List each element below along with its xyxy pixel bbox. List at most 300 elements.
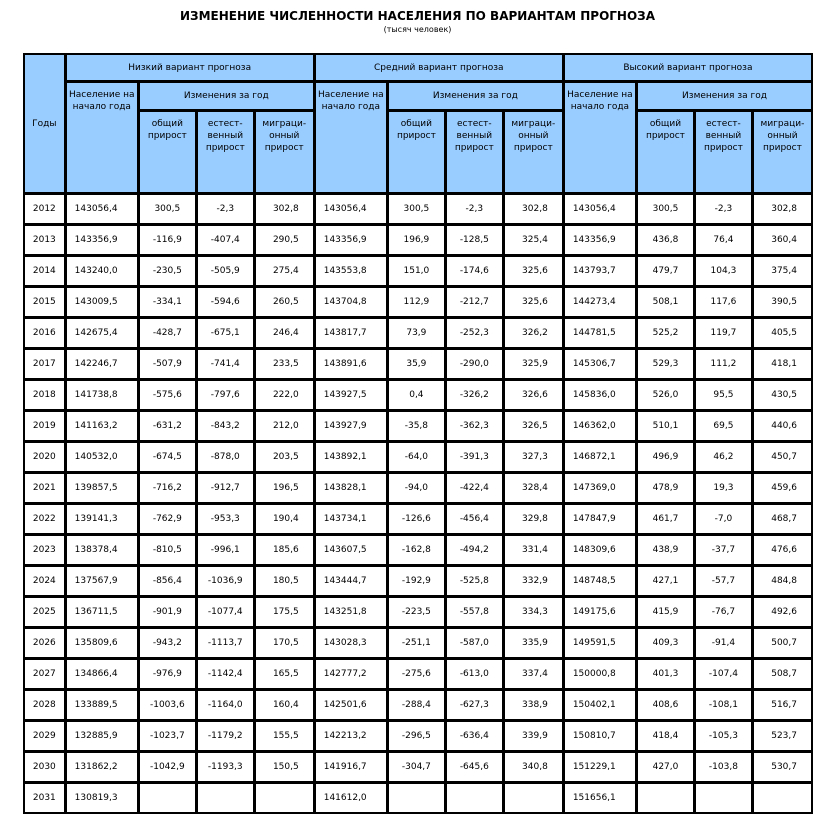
natural-cell: -613,0	[446, 659, 503, 689]
year-cell: 2018	[24, 380, 65, 410]
population-cell: 148748,5	[564, 566, 636, 596]
migration-cell: 180,5	[255, 566, 314, 596]
year-cell: 2030	[24, 752, 65, 782]
total-cell: 409,3	[637, 628, 694, 658]
year-cell: 2024	[24, 566, 65, 596]
population-cell: 143892,1	[315, 442, 387, 472]
migration-cell: 329,8	[504, 504, 563, 534]
header-total: общий прирост	[637, 111, 694, 193]
total-cell	[388, 783, 445, 813]
table-row	[24, 721, 812, 751]
natural-cell	[695, 783, 752, 813]
total-cell: -94,0	[388, 473, 445, 503]
year-cell: 2025	[24, 597, 65, 627]
total-cell: 0,4	[388, 380, 445, 410]
header-population: Население на начало года	[315, 82, 387, 193]
migration-cell: 459,6	[753, 473, 812, 503]
migration-cell: 326,2	[504, 318, 563, 348]
migration-cell: 430,5	[753, 380, 812, 410]
migration-cell: 405,5	[753, 318, 812, 348]
table-row	[24, 597, 812, 627]
migration-cell: 302,8	[504, 194, 563, 224]
natural-cell: -2,3	[197, 194, 254, 224]
population-cell: 143356,9	[66, 225, 138, 255]
natural-cell: 104,3	[695, 256, 752, 286]
population-cell: 131862,2	[66, 752, 138, 782]
total-cell	[637, 783, 694, 813]
population-cell: 141163,2	[66, 411, 138, 441]
total-cell: -126,6	[388, 504, 445, 534]
total-cell: -304,7	[388, 752, 445, 782]
population-cell: 134866,4	[66, 659, 138, 689]
migration-cell: 450,7	[753, 442, 812, 472]
header-change: Изменения за год	[637, 82, 812, 110]
total-cell: -575,6	[139, 380, 196, 410]
header-population: Население на начало года	[66, 82, 138, 193]
natural-cell: -996,1	[197, 535, 254, 565]
natural-cell: -212,7	[446, 287, 503, 317]
table-row	[24, 349, 812, 379]
natural-cell: -7,0	[695, 504, 752, 534]
total-cell: -762,9	[139, 504, 196, 534]
migration-cell: 175,5	[255, 597, 314, 627]
natural-cell: -1164,0	[197, 690, 254, 720]
migration-cell: 203,5	[255, 442, 314, 472]
migration-cell	[753, 783, 812, 813]
total-cell: 300,5	[139, 194, 196, 224]
migration-cell: 190,4	[255, 504, 314, 534]
total-cell: -1003,6	[139, 690, 196, 720]
migration-cell: 390,5	[753, 287, 812, 317]
migration-cell: 246,4	[255, 318, 314, 348]
population-cell: 143056,4	[66, 194, 138, 224]
population-cell: 136711,5	[66, 597, 138, 627]
population-cell: 142501,6	[315, 690, 387, 720]
population-cell: 146872,1	[564, 442, 636, 472]
population-cell: 143444,7	[315, 566, 387, 596]
header-variant-high: Высокий вариант прогноза	[564, 54, 812, 81]
total-cell: 112,9	[388, 287, 445, 317]
total-cell: -64,0	[388, 442, 445, 472]
total-cell: -674,5	[139, 442, 196, 472]
population-cell: 146362,0	[564, 411, 636, 441]
table-row	[24, 690, 812, 720]
total-cell: -507,9	[139, 349, 196, 379]
table-row	[24, 783, 812, 813]
migration-cell: 338,9	[504, 690, 563, 720]
natural-cell: 69,5	[695, 411, 752, 441]
natural-cell: 117,6	[695, 287, 752, 317]
population-cell: 141916,7	[315, 752, 387, 782]
population-cell: 140532,0	[66, 442, 138, 472]
total-cell: -275,6	[388, 659, 445, 689]
natural-cell: -645,6	[446, 752, 503, 782]
migration-cell: 222,0	[255, 380, 314, 410]
population-cell: 143828,1	[315, 473, 387, 503]
migration-cell: 335,9	[504, 628, 563, 658]
natural-cell: -407,4	[197, 225, 254, 255]
natural-cell: -1077,4	[197, 597, 254, 627]
population-cell: 147847,9	[564, 504, 636, 534]
migration-cell: 302,8	[255, 194, 314, 224]
total-cell: 510,1	[637, 411, 694, 441]
migration-cell: 325,6	[504, 256, 563, 286]
total-cell: -162,8	[388, 535, 445, 565]
population-cell: 143704,8	[315, 287, 387, 317]
year-cell: 2019	[24, 411, 65, 441]
total-cell: -296,5	[388, 721, 445, 751]
total-cell: -251,1	[388, 628, 445, 658]
header-variant-medium: Средний вариант прогноза	[315, 54, 563, 81]
header-natural: естест- венный прирост	[446, 111, 503, 193]
migration-cell: 325,4	[504, 225, 563, 255]
year-cell: 2021	[24, 473, 65, 503]
natural-cell: 95,5	[695, 380, 752, 410]
migration-cell: 328,4	[504, 473, 563, 503]
population-cell: 143009,5	[66, 287, 138, 317]
year-cell: 2014	[24, 256, 65, 286]
total-cell: -334,1	[139, 287, 196, 317]
table-row	[24, 256, 812, 286]
migration-cell: 332,9	[504, 566, 563, 596]
year-cell: 2028	[24, 690, 65, 720]
migration-cell: 170,5	[255, 628, 314, 658]
table-row	[24, 659, 812, 689]
natural-cell: -37,7	[695, 535, 752, 565]
migration-cell: 492,6	[753, 597, 812, 627]
total-cell: 300,5	[388, 194, 445, 224]
total-cell: 35,9	[388, 349, 445, 379]
migration-cell: 325,9	[504, 349, 563, 379]
total-cell: 73,9	[388, 318, 445, 348]
population-cell: 151229,1	[564, 752, 636, 782]
migration-cell: 275,4	[255, 256, 314, 286]
year-cell: 2023	[24, 535, 65, 565]
total-cell: 401,3	[637, 659, 694, 689]
natural-cell: -878,0	[197, 442, 254, 472]
header-total: общий прирост	[139, 111, 196, 193]
total-cell: -1042,9	[139, 752, 196, 782]
header-population: Население на начало года	[564, 82, 636, 193]
table-row	[24, 318, 812, 348]
population-cell: 143891,6	[315, 349, 387, 379]
natural-cell: -108,1	[695, 690, 752, 720]
header-migration: миграци- онный прирост	[504, 111, 563, 193]
table-row	[24, 194, 812, 224]
population-cell: 144781,5	[564, 318, 636, 348]
table-row	[24, 411, 812, 441]
migration-cell: 196,5	[255, 473, 314, 503]
table-row	[24, 473, 812, 503]
population-cell: 142777,2	[315, 659, 387, 689]
migration-cell: 150,5	[255, 752, 314, 782]
population-cell: 143028,3	[315, 628, 387, 658]
migration-cell: 339,9	[504, 721, 563, 751]
natural-cell: -456,4	[446, 504, 503, 534]
total-cell: 508,1	[637, 287, 694, 317]
header-change: Изменения за год	[139, 82, 314, 110]
migration-cell: 334,3	[504, 597, 563, 627]
year-cell: 2012	[24, 194, 65, 224]
natural-cell: -494,2	[446, 535, 503, 565]
total-cell: 479,7	[637, 256, 694, 286]
natural-cell: -797,6	[197, 380, 254, 410]
population-cell: 143927,9	[315, 411, 387, 441]
natural-cell: -741,4	[197, 349, 254, 379]
natural-cell: -174,6	[446, 256, 503, 286]
total-cell: 415,9	[637, 597, 694, 627]
migration-cell: 155,5	[255, 721, 314, 751]
natural-cell: 46,2	[695, 442, 752, 472]
population-cell: 135809,6	[66, 628, 138, 658]
header-natural: естест- венный прирост	[695, 111, 752, 193]
migration-cell: 440,6	[753, 411, 812, 441]
total-cell: 478,9	[637, 473, 694, 503]
total-cell: 408,6	[637, 690, 694, 720]
natural-cell: -587,0	[446, 628, 503, 658]
population-cell: 142246,7	[66, 349, 138, 379]
year-cell: 2029	[24, 721, 65, 751]
total-cell: -631,2	[139, 411, 196, 441]
table-row	[24, 566, 812, 596]
population-cell: 142675,4	[66, 318, 138, 348]
natural-cell: -843,2	[197, 411, 254, 441]
population-cell: 143240,0	[66, 256, 138, 286]
natural-cell: -505,9	[197, 256, 254, 286]
year-cell: 2017	[24, 349, 65, 379]
natural-cell: -103,8	[695, 752, 752, 782]
population-cell: 137567,9	[66, 566, 138, 596]
migration-cell: 212,0	[255, 411, 314, 441]
year-cell: 2026	[24, 628, 65, 658]
natural-cell: -1036,9	[197, 566, 254, 596]
migration-cell: 523,7	[753, 721, 812, 751]
total-cell: 196,9	[388, 225, 445, 255]
total-cell	[139, 783, 196, 813]
total-cell: -230,5	[139, 256, 196, 286]
migration-cell: 340,8	[504, 752, 563, 782]
migration-cell: 360,4	[753, 225, 812, 255]
natural-cell: -525,8	[446, 566, 503, 596]
total-cell: 427,0	[637, 752, 694, 782]
table-row	[24, 752, 812, 782]
natural-cell	[446, 783, 503, 813]
year-cell: 2016	[24, 318, 65, 348]
population-cell: 149175,6	[564, 597, 636, 627]
natural-cell: -1142,4	[197, 659, 254, 689]
header-variant-low: Низкий вариант прогноза	[66, 54, 314, 81]
population-cell: 151656,1	[564, 783, 636, 813]
table-row	[24, 442, 812, 472]
table-row	[24, 535, 812, 565]
total-cell: -116,9	[139, 225, 196, 255]
natural-cell: -57,7	[695, 566, 752, 596]
natural-cell: -1193,3	[197, 752, 254, 782]
natural-cell: -107,4	[695, 659, 752, 689]
population-cell: 143356,9	[315, 225, 387, 255]
population-cell: 143734,1	[315, 504, 387, 534]
natural-cell: 76,4	[695, 225, 752, 255]
header-natural: естест- венный прирост	[197, 111, 254, 193]
header-migration: миграци- онный прирост	[255, 111, 314, 193]
total-cell: 461,7	[637, 504, 694, 534]
natural-cell: -2,3	[446, 194, 503, 224]
natural-cell: -636,4	[446, 721, 503, 751]
table-row	[24, 287, 812, 317]
year-cell: 2013	[24, 225, 65, 255]
population-cell: 145836,0	[564, 380, 636, 410]
migration-cell: 418,1	[753, 349, 812, 379]
natural-cell: -594,6	[197, 287, 254, 317]
natural-cell: -362,3	[446, 411, 503, 441]
natural-cell: -2,3	[695, 194, 752, 224]
natural-cell: -557,8	[446, 597, 503, 627]
year-cell: 2020	[24, 442, 65, 472]
migration-cell: 375,4	[753, 256, 812, 286]
population-cell: 132885,9	[66, 721, 138, 751]
total-cell: -288,4	[388, 690, 445, 720]
population-forecast-table	[23, 53, 813, 814]
population-cell: 141738,8	[66, 380, 138, 410]
total-cell: -943,2	[139, 628, 196, 658]
migration-cell: 165,5	[255, 659, 314, 689]
population-cell: 130819,3	[66, 783, 138, 813]
migration-cell: 337,4	[504, 659, 563, 689]
natural-cell: -391,3	[446, 442, 503, 472]
population-cell: 144273,4	[564, 287, 636, 317]
total-cell: 418,4	[637, 721, 694, 751]
natural-cell: -128,5	[446, 225, 503, 255]
total-cell: 525,2	[637, 318, 694, 348]
population-cell: 143056,4	[315, 194, 387, 224]
population-cell: 143927,5	[315, 380, 387, 410]
page-title: ИЗМЕНЕНИЕ ЧИСЛЕННОСТИ НАСЕЛЕНИЯ ПО ВАРИАНТАМ ПРОГНОЗА	[180, 9, 655, 23]
header-total: общий прирост	[388, 111, 445, 193]
migration-cell	[255, 783, 314, 813]
population-cell: 147369,0	[564, 473, 636, 503]
population-cell: 141612,0	[315, 783, 387, 813]
population-cell: 149591,5	[564, 628, 636, 658]
migration-cell: 500,7	[753, 628, 812, 658]
page-subtitle: (тысяч человек)	[383, 25, 452, 34]
total-cell: 151,0	[388, 256, 445, 286]
total-cell: -1023,7	[139, 721, 196, 751]
total-cell: 427,1	[637, 566, 694, 596]
migration-cell: 468,7	[753, 504, 812, 534]
migration-cell: 327,3	[504, 442, 563, 472]
population-cell: 148309,6	[564, 535, 636, 565]
population-cell: 150810,7	[564, 721, 636, 751]
population-cell: 142213,2	[315, 721, 387, 751]
total-cell: -810,5	[139, 535, 196, 565]
migration-cell: 233,5	[255, 349, 314, 379]
natural-cell: -912,7	[197, 473, 254, 503]
population-cell: 143356,9	[564, 225, 636, 255]
population-cell: 143056,4	[564, 194, 636, 224]
migration-cell: 484,8	[753, 566, 812, 596]
total-cell: 496,9	[637, 442, 694, 472]
population-cell: 143607,5	[315, 535, 387, 565]
population-cell: 143793,7	[564, 256, 636, 286]
natural-cell: 111,2	[695, 349, 752, 379]
migration-cell: 290,5	[255, 225, 314, 255]
natural-cell	[197, 783, 254, 813]
natural-cell: -627,3	[446, 690, 503, 720]
total-cell: -223,5	[388, 597, 445, 627]
population-cell: 143817,7	[315, 318, 387, 348]
total-cell: 300,5	[637, 194, 694, 224]
migration-cell: 331,4	[504, 535, 563, 565]
total-cell: -976,9	[139, 659, 196, 689]
total-cell: -192,9	[388, 566, 445, 596]
migration-cell: 185,6	[255, 535, 314, 565]
migration-cell: 530,7	[753, 752, 812, 782]
natural-cell: -1179,2	[197, 721, 254, 751]
population-cell: 150402,1	[564, 690, 636, 720]
migration-cell: 260,5	[255, 287, 314, 317]
population-cell: 150000,8	[564, 659, 636, 689]
natural-cell: 19,3	[695, 473, 752, 503]
total-cell: 436,8	[637, 225, 694, 255]
natural-cell: -326,2	[446, 380, 503, 410]
migration-cell: 508,7	[753, 659, 812, 689]
migration-cell	[504, 783, 563, 813]
table-row	[24, 504, 812, 534]
header-change: Изменения за год	[388, 82, 563, 110]
natural-cell: -76,7	[695, 597, 752, 627]
population-cell: 139141,3	[66, 504, 138, 534]
natural-cell: -422,4	[446, 473, 503, 503]
total-cell: -901,9	[139, 597, 196, 627]
natural-cell: -1113,7	[197, 628, 254, 658]
population-cell: 145306,7	[564, 349, 636, 379]
year-cell: 2027	[24, 659, 65, 689]
natural-cell: -105,3	[695, 721, 752, 751]
natural-cell: -252,3	[446, 318, 503, 348]
natural-cell: -953,3	[197, 504, 254, 534]
population-cell: 143251,8	[315, 597, 387, 627]
total-cell: -35,8	[388, 411, 445, 441]
header-migration: миграци- онный прирост	[753, 111, 812, 193]
migration-cell: 302,8	[753, 194, 812, 224]
migration-cell: 516,7	[753, 690, 812, 720]
population-cell: 139857,5	[66, 473, 138, 503]
migration-cell: 325,6	[504, 287, 563, 317]
header-years: Годы	[24, 54, 65, 193]
migration-cell: 160,4	[255, 690, 314, 720]
migration-cell: 476,6	[753, 535, 812, 565]
total-cell: -428,7	[139, 318, 196, 348]
population-cell: 138378,4	[66, 535, 138, 565]
natural-cell: 119,7	[695, 318, 752, 348]
total-cell: 526,0	[637, 380, 694, 410]
year-cell: 2031	[24, 783, 65, 813]
table-row	[24, 380, 812, 410]
table-row	[24, 225, 812, 255]
population-cell: 143553,8	[315, 256, 387, 286]
total-cell: -716,2	[139, 473, 196, 503]
year-cell: 2015	[24, 287, 65, 317]
migration-cell: 326,6	[504, 380, 563, 410]
natural-cell: -91,4	[695, 628, 752, 658]
total-cell: 438,9	[637, 535, 694, 565]
year-cell: 2022	[24, 504, 65, 534]
table-row	[24, 628, 812, 658]
total-cell: 529,3	[637, 349, 694, 379]
migration-cell: 326,5	[504, 411, 563, 441]
population-cell: 133889,5	[66, 690, 138, 720]
natural-cell: -675,1	[197, 318, 254, 348]
